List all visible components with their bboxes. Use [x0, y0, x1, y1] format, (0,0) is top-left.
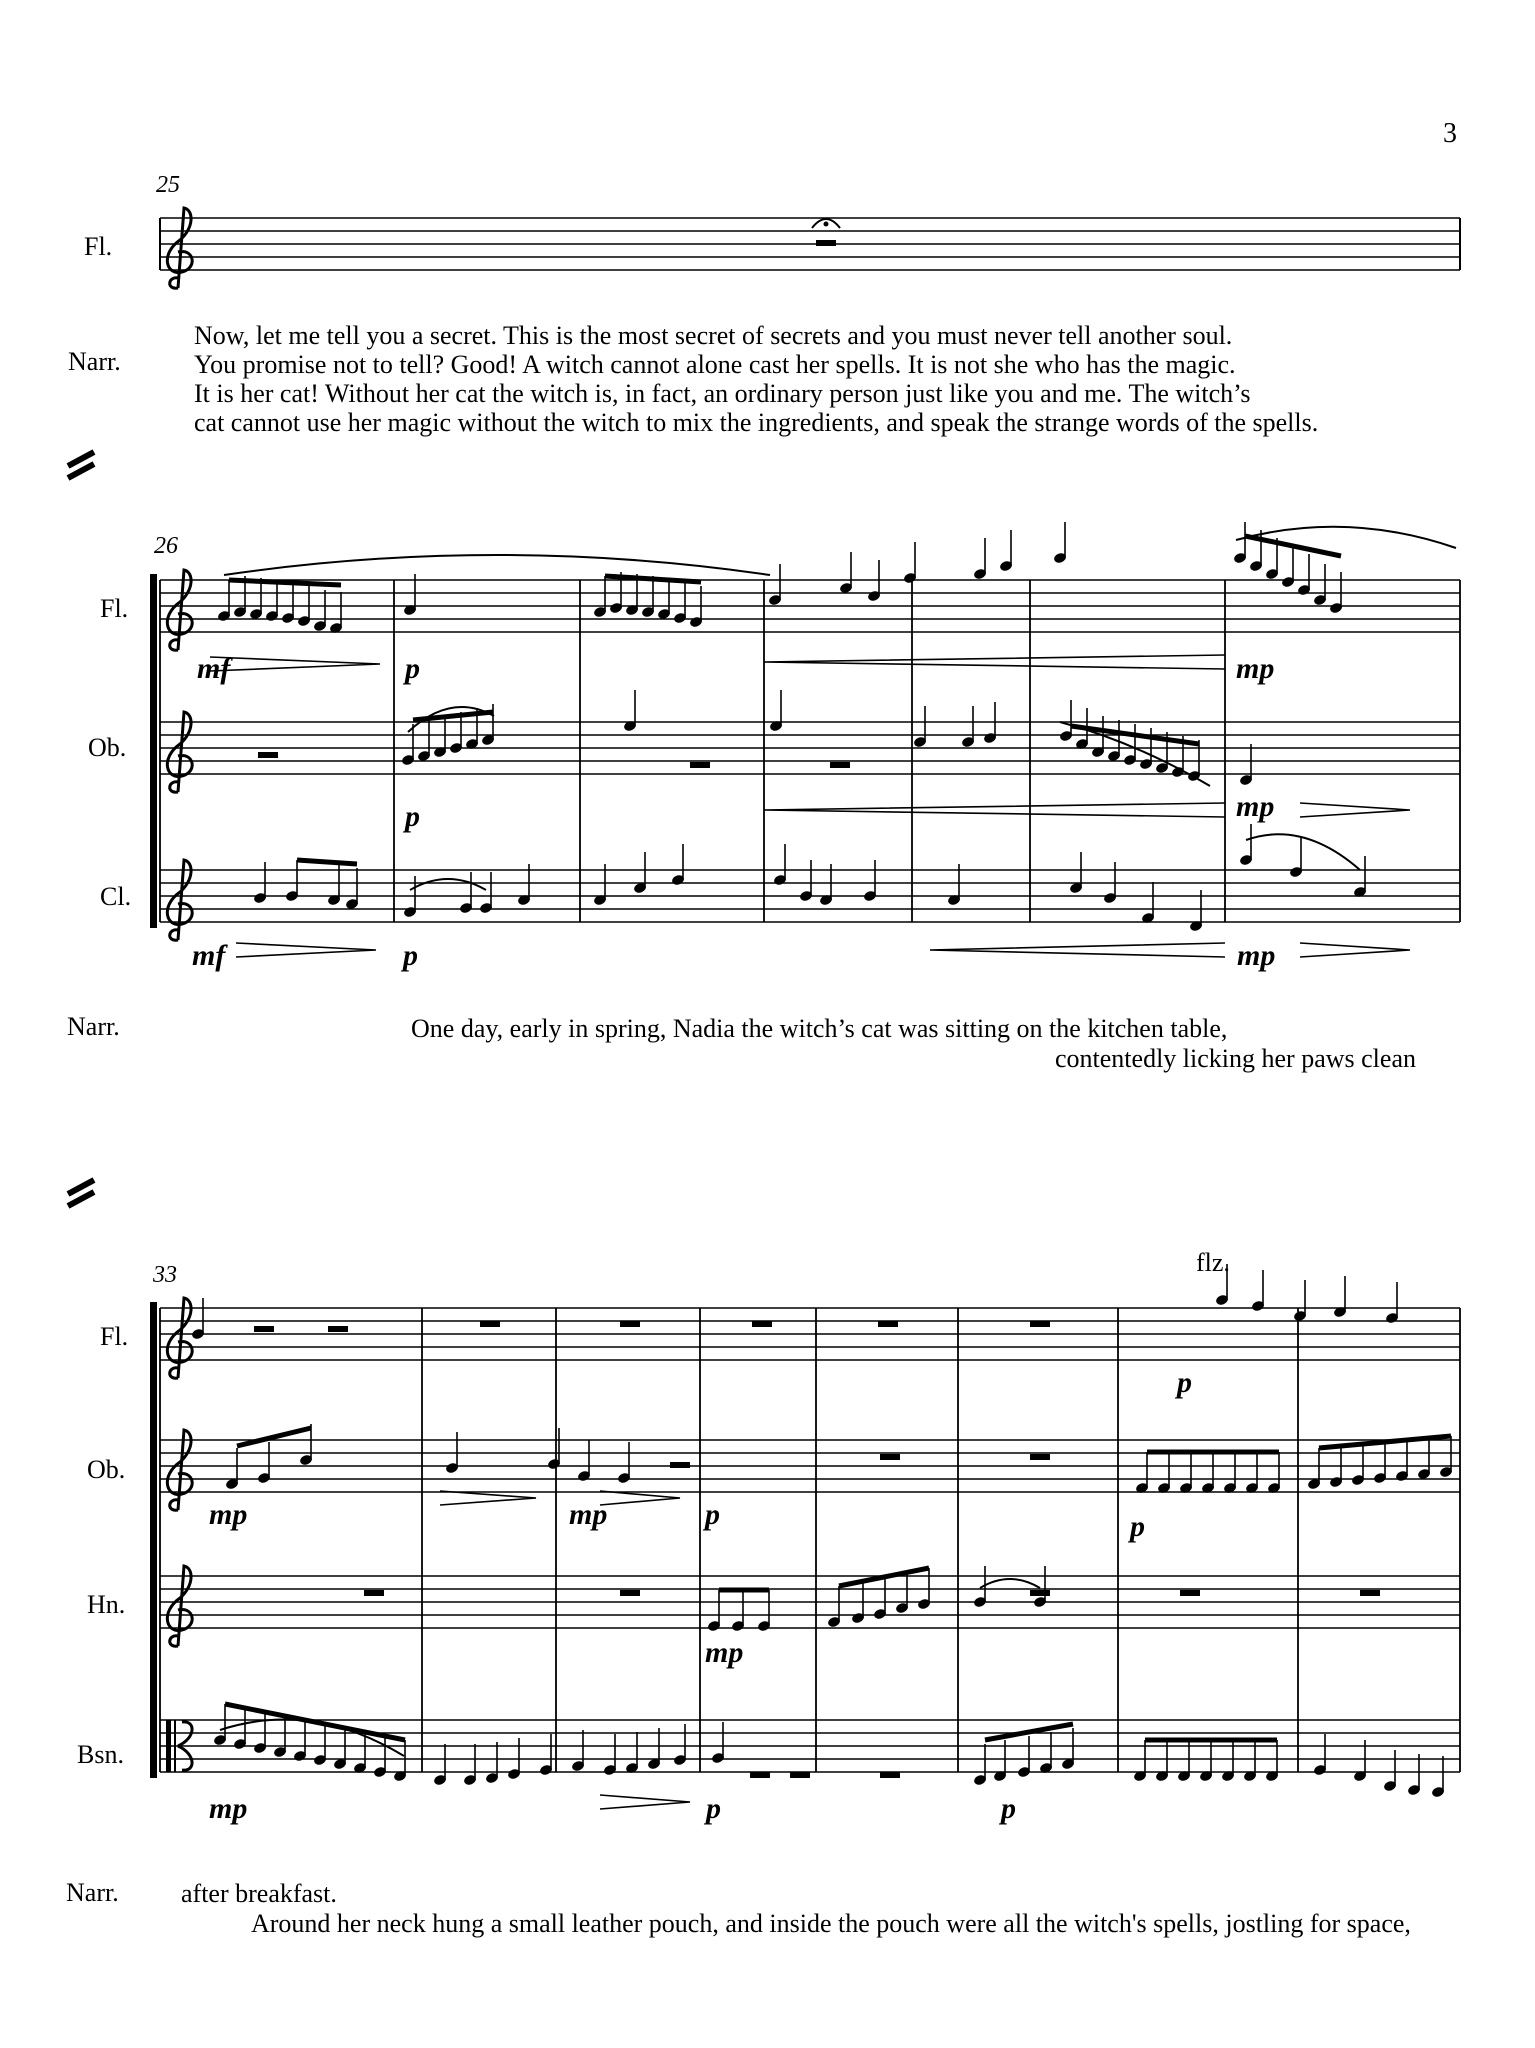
dynamic-mp: mp	[1236, 790, 1275, 823]
hairpin	[210, 657, 380, 671]
dynamic-p: p	[403, 939, 418, 972]
dynamic-mf: mf	[192, 939, 226, 972]
narrator-label: Narr.	[67, 1012, 120, 1041]
rest-icon	[670, 1462, 690, 1468]
dynamic-mp: mp	[209, 1792, 248, 1825]
dynamic-mp: mp	[705, 1636, 744, 1669]
note-beam	[237, 1428, 311, 1446]
narration-line: You promise not to tell? Good! A witch cannot alone cast her spells. It is not she who has the magic.	[194, 350, 1236, 379]
rest-icon	[830, 762, 850, 768]
instrument-label-oboe: Ob.	[87, 1455, 126, 1484]
dynamic-p: p	[405, 800, 420, 833]
narration-line: One day, early in spring, Nadia the witch’s cat was sitting on the kitchen table,	[411, 1014, 1228, 1043]
treble-clef-icon	[167, 570, 192, 650]
dynamic-p: p	[705, 1498, 720, 1531]
dynamic-mp: mp	[1236, 652, 1275, 685]
note-beam	[297, 860, 357, 864]
narration-line: contentedly licking her paws clean	[1055, 1044, 1416, 1073]
rest-icon	[480, 1321, 500, 1327]
rest-icon	[258, 752, 278, 758]
narrator-label: Narr.	[66, 1878, 119, 1907]
treble-clef-icon	[167, 1566, 192, 1646]
fermata-dot	[824, 222, 829, 227]
rest-icon	[620, 1590, 640, 1596]
rest-icon	[254, 1326, 274, 1332]
dynamic-mf: mf	[197, 652, 231, 685]
rest-icon	[880, 1454, 900, 1460]
dynamic-p: p	[1130, 1510, 1145, 1543]
note-beam	[839, 1568, 929, 1586]
instrument-label-flute: Fl.	[100, 594, 129, 623]
narration-line: cat cannot use her magic without the witch to mix the ingredients, and speak the strange words of the spells.	[194, 408, 1319, 437]
slur	[1236, 527, 1456, 548]
hairpin	[1300, 803, 1410, 817]
system-bracket	[150, 1302, 157, 1778]
dynamic-mp: mp	[209, 1498, 248, 1531]
slur	[224, 555, 770, 575]
dynamic-p: p	[1001, 1792, 1016, 1825]
slur	[220, 1720, 404, 1756]
rest-icon	[1360, 1590, 1380, 1596]
slur	[410, 879, 486, 890]
alto-clef-icon	[174, 1720, 176, 1772]
treble-clef-icon	[167, 208, 192, 288]
rest-icon	[690, 762, 710, 768]
rest-icon	[328, 1326, 348, 1332]
narration-line: Now, let me tell you a secret. This is the most secret of secrets and you must never tell another soul.	[194, 321, 1233, 350]
measure-number-26: 26	[154, 533, 178, 559]
rest-icon	[1180, 1590, 1200, 1596]
rest-icon	[1030, 1454, 1050, 1460]
narrator-label: Narr.	[68, 347, 121, 376]
instrument-label-bassoon: Bsn.	[77, 1740, 124, 1769]
instrument-label-flute: Fl.	[84, 232, 113, 261]
hairpin	[764, 655, 1225, 669]
treble-clef-icon	[167, 1430, 192, 1510]
rest-icon	[750, 1772, 770, 1778]
dynamic-p: p	[1177, 1366, 1192, 1399]
rest-icon	[364, 1590, 384, 1596]
rest-icon	[880, 1772, 900, 1778]
instrument-label-flute: Fl.	[100, 1322, 129, 1351]
page-number: 3	[1443, 118, 1457, 149]
rest-icon	[1030, 1590, 1050, 1596]
hairpin	[236, 943, 376, 957]
rest-icon	[620, 1321, 640, 1327]
instrument-label-horn: Hn.	[87, 1590, 126, 1619]
rest-icon	[752, 1321, 772, 1327]
rest-icon	[790, 1772, 810, 1778]
hairpin	[764, 803, 1225, 817]
narration-line: It is her cat! Without her cat the witch is, in fact, an ordinary person just like you and me. The witch’s	[194, 379, 1251, 408]
hairpin	[600, 1491, 680, 1505]
slur	[980, 1579, 1040, 1588]
rest-icon	[1030, 1321, 1050, 1327]
hairpin	[1300, 943, 1410, 957]
treble-clef-icon	[167, 712, 192, 792]
instrument-label-clarinet: Cl.	[100, 882, 132, 911]
slur	[1246, 834, 1360, 870]
instrument-label-oboe: Ob.	[88, 733, 127, 762]
hairpin	[440, 1491, 536, 1505]
dynamic-p: p	[706, 1792, 721, 1825]
narration-line: after breakfast.	[181, 1879, 337, 1908]
dynamic-mp: mp	[1237, 939, 1276, 972]
dynamic-mp: mp	[569, 1498, 608, 1531]
measure-number-33: 33	[153, 1262, 177, 1288]
treble-clef-icon	[167, 860, 192, 940]
hairpin	[930, 943, 1225, 957]
dynamic-p: p	[405, 652, 420, 685]
alto-clef-icon	[166, 1720, 171, 1772]
treble-clef-icon	[167, 1298, 192, 1378]
narration-line: Around her neck hung a small leather pouch, and inside the pouch were all the witch's spells, jostling for space,	[251, 1909, 1411, 1938]
system-bracket	[150, 574, 157, 928]
note-beam	[605, 576, 701, 582]
hairpin	[600, 1795, 690, 1809]
flutter-tongue-marking: flz.	[1196, 1248, 1230, 1277]
rest-icon	[816, 240, 836, 246]
measure-number-25: 25	[156, 172, 180, 198]
rest-icon	[878, 1321, 898, 1327]
